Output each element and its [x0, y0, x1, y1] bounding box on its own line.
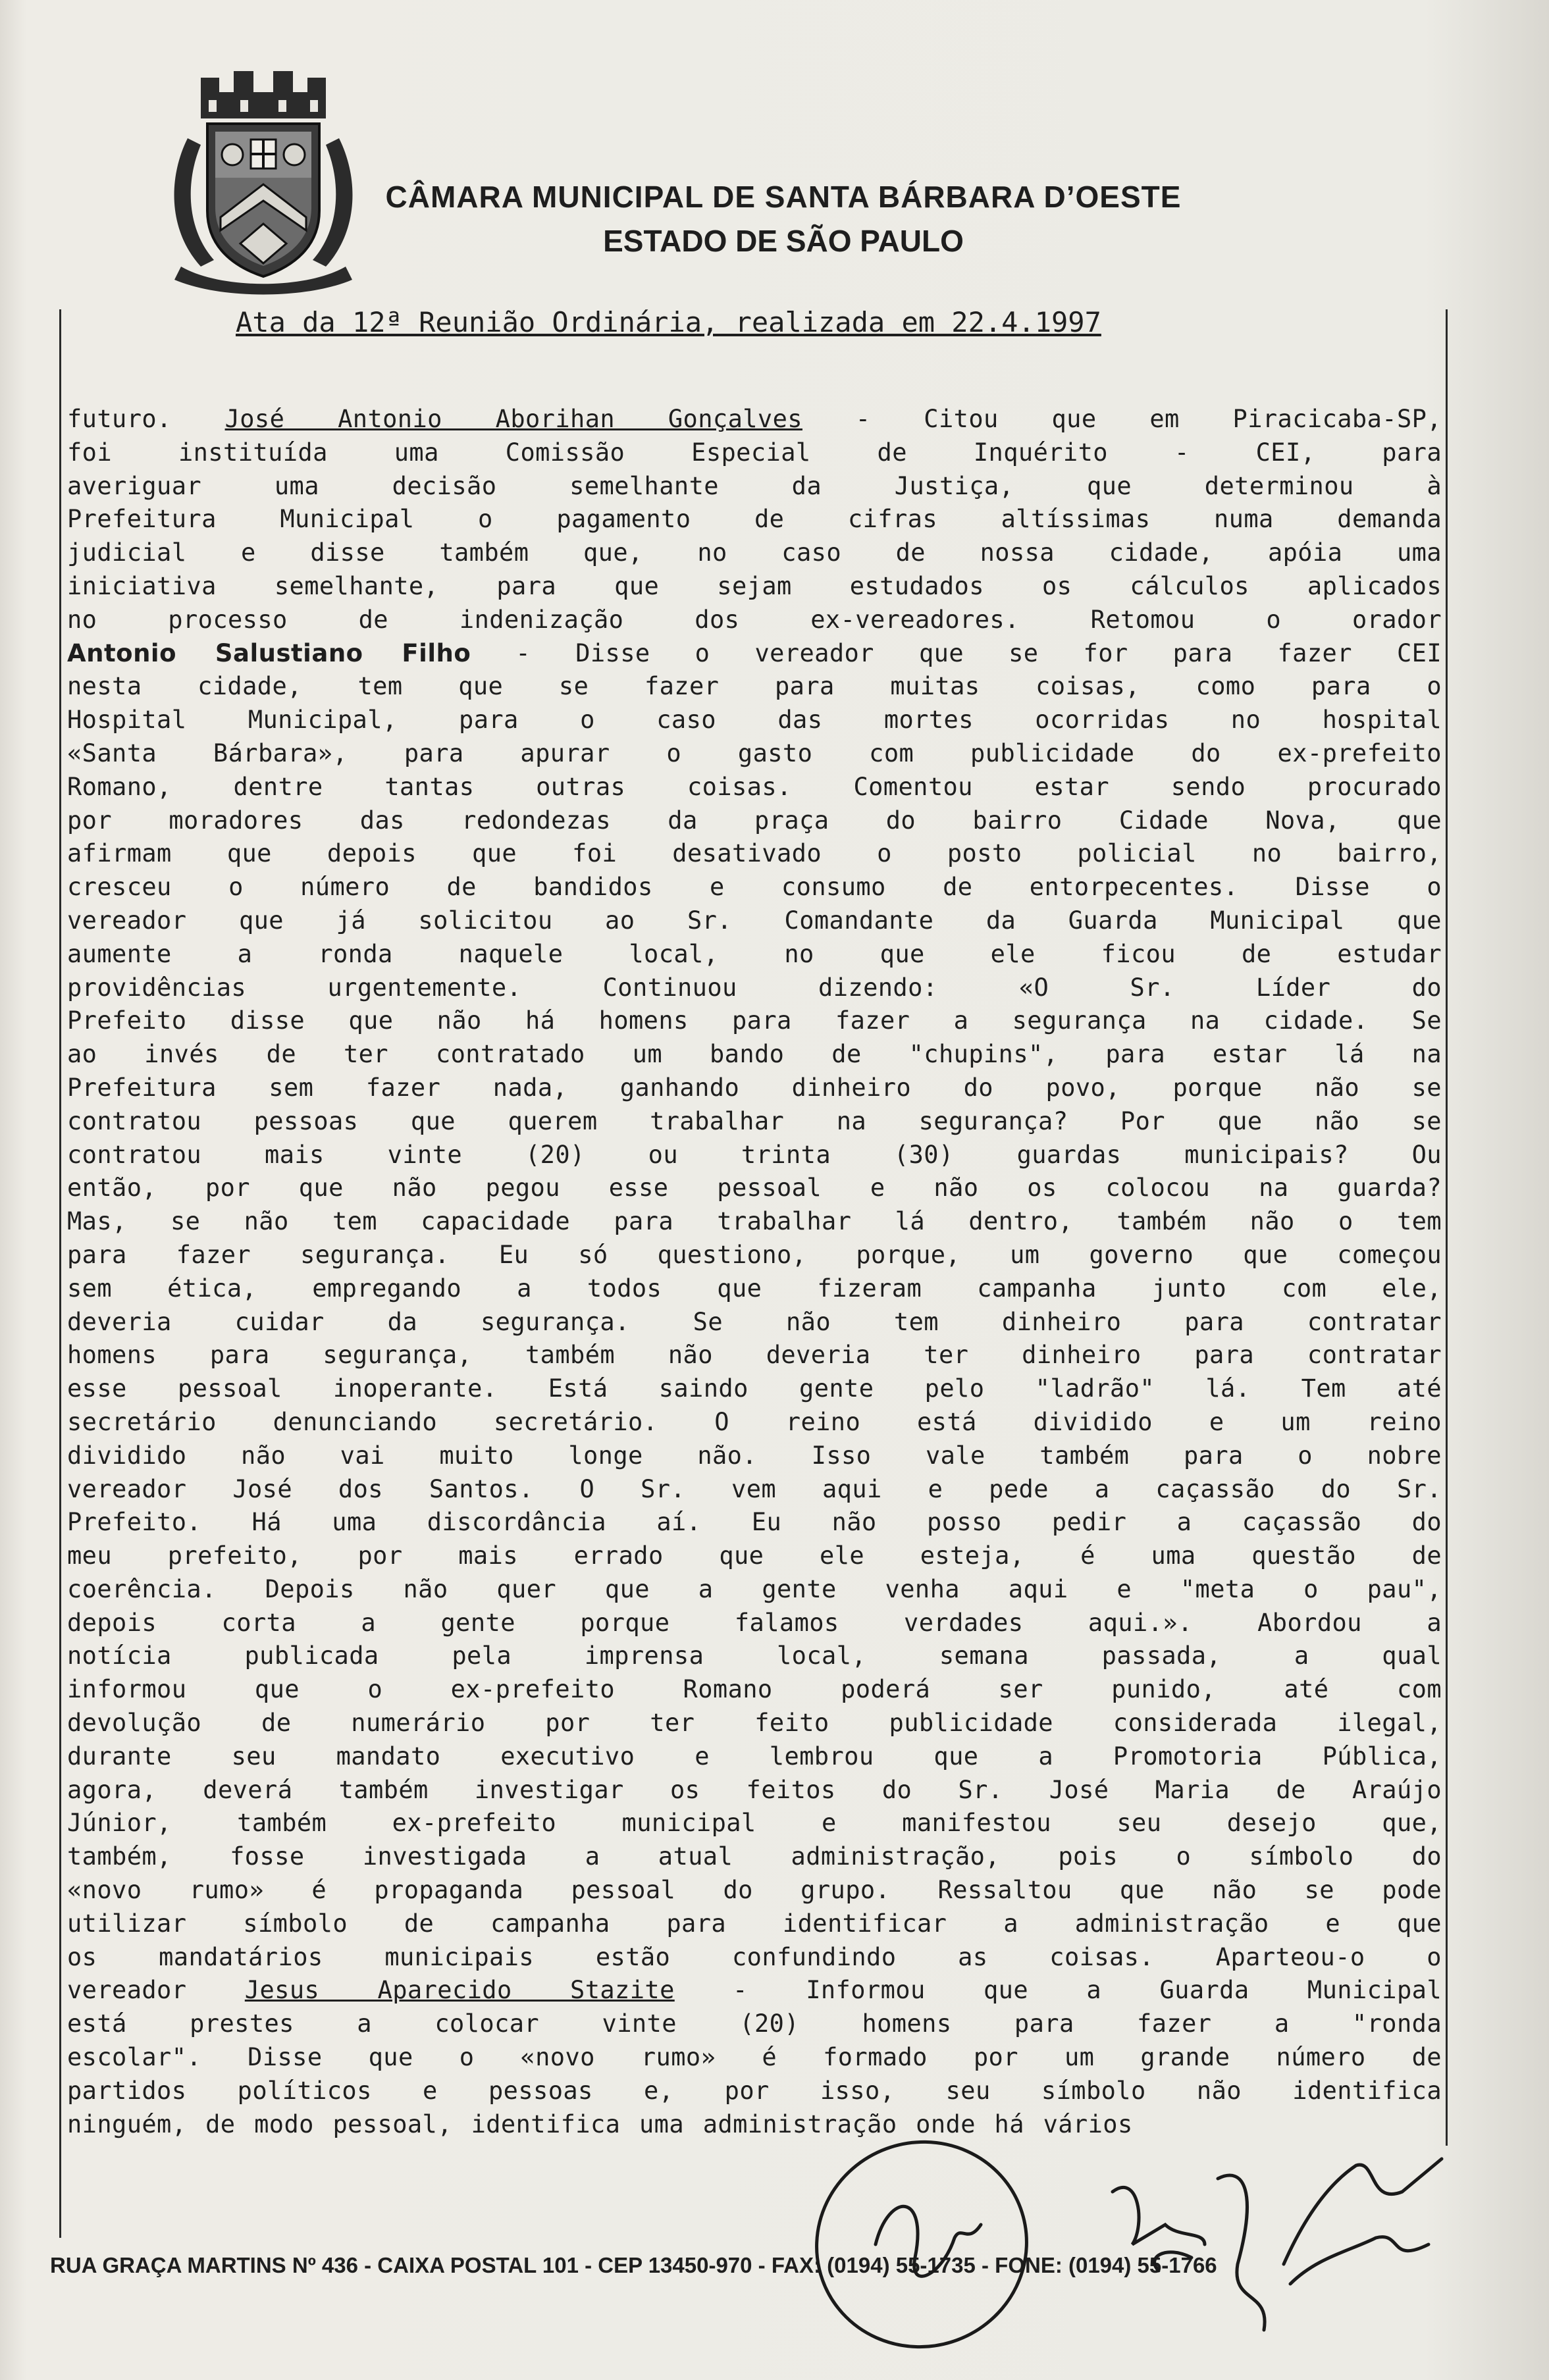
text-segment: - Informou que a Guarda Municipal	[674, 1976, 1442, 2005]
text-line: depois corta a gente porque falamos verdades aqui.». Abordou a	[67, 1608, 1442, 1637]
text-line: vereador José dos Santos. O Sr. vem aqui e pede a caçassão do Sr.	[67, 1474, 1442, 1503]
text-line: agora, deverá também investigar os feitos do Sr. José Maria de Araújo	[67, 1775, 1442, 1804]
text-line: devolução de numerário por ter feito publicidade considerada ilegal,	[67, 1709, 1442, 1738]
coat-of-arms-logo	[161, 66, 365, 296]
text-line: aumente a ronda naquele local, no que ele ficou de estudar	[67, 939, 1442, 968]
speaker-name: Jesus Aparecido Stazite	[244, 1976, 675, 2005]
text-line: contratou mais vinte (20) ou trinta (30) guardas municipais? Ou	[67, 1140, 1442, 1169]
text-line: utilizar símbolo de campanha para identificar a administração e que	[67, 1909, 1442, 1938]
text-line	[67, 637, 1442, 671]
text-line: notícia publicada pela imprensa local, semana passada, a qual	[67, 1642, 1442, 1670]
text-line: esse pessoal inoperante. Está saindo gente pelo "ladrão" lá. Tem até	[67, 1374, 1442, 1403]
text-line: vereador que já solicitou ao Sr. Comandante da Guarda Municipal que	[67, 906, 1442, 935]
text-line: Prefeitura sem fazer nada, ganhando dinheiro do povo, porque não se	[67, 1073, 1442, 1102]
handwritten-signatures	[744, 2093, 1534, 2369]
text-line: Júnior, também ex-prefeito municipal e manifestou seu desejo que,	[67, 1809, 1442, 1838]
text-line: iniciativa semelhante, para que sejam estudados os cálculos aplicados	[67, 571, 1442, 600]
text-line: foi instituída uma Comissão Especial de Inquérito - CEI, para	[67, 438, 1442, 467]
text-line: para fazer segurança. Eu só questiono, porque, um governo que começou	[67, 1240, 1442, 1269]
text-line: também, fosse investigada a atual administração, pois o símbolo do	[67, 1842, 1442, 1871]
text-segment: - Disse o vereador que se for para fazer CEI	[471, 638, 1442, 667]
text-line: secretário denunciando secretário. O reino está dividido e um reino	[67, 1407, 1442, 1436]
text-line: escolar". Disse que o «novo rumo» é formado por um grande número de	[67, 2043, 1442, 2072]
text-line: coerência. Depois não quer que a gente venha aqui e "meta o pau",	[67, 1574, 1442, 1603]
text-line: informou que o ex-prefeito Romano poderá ser punido, até com	[67, 1675, 1442, 1704]
text-line: providências urgentemente. Continuou dizendo: «O Sr. Líder do	[67, 973, 1442, 1002]
state-name: ESTADO DE SÃO PAULO	[603, 224, 964, 258]
text-line	[67, 1974, 1442, 2007]
text-line: nesta cidade, tem que se fazer para muitas coisas, como para o	[67, 672, 1442, 701]
text-line	[67, 403, 1442, 436]
text-line: deveria cuidar da segurança. Se não tem dinheiro para contratar	[67, 1307, 1442, 1336]
text-line: dividido não vai muito longe não. Isso vale também para o nobre	[67, 1441, 1442, 1470]
text-line: Romano, dentre tantas outras coisas. Comentou estar sendo procurado	[67, 772, 1442, 801]
text-line: partidos políticos e pessoas e, por isso, seu símbolo não identifica	[67, 2076, 1442, 2105]
text-line: no processo de indenização dos ex-vereadores. Retomou o orador	[67, 605, 1442, 634]
minutes-title: Ata da 12ª Reunião Ordinária, realizada em 22.4.1997	[236, 306, 1101, 338]
text-line: ao invés de ter contratado um bando de "chupins", para estar lá na	[67, 1040, 1442, 1069]
text-line: Prefeito. Há uma discordância aí. Eu não posso pedir a caçassão do	[67, 1508, 1442, 1537]
text-line: Prefeito disse que não há homens para fazer a segurança na cidade. Se	[67, 1006, 1442, 1035]
text-line: «novo rumo» é propaganda pessoal do grupo. Ressaltou que não se pode	[67, 1876, 1442, 1905]
text-line: contratou pessoas que querem trabalhar na segurança? Por que não se	[67, 1106, 1442, 1135]
text-line: judicial e disse também que, no caso de nossa cidade, apóia uma	[67, 538, 1442, 567]
text-line: cresceu o número de bandidos e consumo de entorpecentes. Disse o	[67, 873, 1442, 902]
text-line: durante seu mandato executivo e lembrou que a Promotoria Pública,	[67, 1742, 1442, 1771]
text-line: sem ética, empregando a todos que fizeram campanha junto com ele,	[67, 1274, 1442, 1303]
speaker-name: Antonio Salustiano Filho	[67, 638, 471, 667]
institution-name: CÂMARA MUNICIPAL DE SANTA BÁRBARA D’OESTE	[385, 180, 1182, 214]
text-line: por moradores das redondezas da praça do bairro Cidade Nova, que	[67, 806, 1442, 835]
text-line: «Santa Bárbara», para apurar o gasto com publicidade do ex-prefeito	[67, 738, 1442, 767]
text-line: meu prefeito, por mais errado que ele esteja, é uma questão de	[67, 1541, 1442, 1570]
text-segment: futuro.	[67, 405, 225, 433]
text-segment: - Citou que em Piracicaba-SP,	[802, 405, 1442, 433]
text-line: afirmam que depois que foi desativado o posto policial no bairro,	[67, 839, 1442, 868]
text-line: ninguém, de modo pessoal, identifica uma administração onde há vários	[67, 2109, 1133, 2138]
text-line: averiguar uma decisão semelhante da Justiça, que determinou à	[67, 471, 1442, 500]
text-line: Prefeitura Municipal o pagamento de cifras altíssimas numa demanda	[67, 505, 1442, 534]
text-segment: vereador	[67, 1976, 245, 2005]
text-line: está prestes a colocar vinte (20) homens para fazer a "ronda	[67, 2009, 1442, 2038]
text-line: homens para segurança, também não deveria ter dinheiro para contratar	[67, 1341, 1442, 1370]
speaker-name: José Antonio Aborihan Gonçalves	[224, 405, 802, 433]
left-border-line	[59, 309, 61, 2238]
right-border-line	[1446, 309, 1448, 2146]
text-line: os mandatários municipais estão confundindo as coisas. Aparteou-o o	[67, 1942, 1442, 1971]
minutes-body	[67, 403, 1442, 2141]
text-line: Hospital Municipal, para o caso das mortes ocorridas no hospital	[67, 706, 1442, 735]
footer-address: RUA GRAÇA MARTINS Nº 436 - CAIXA POSTAL 101 - CEP 13450-970 - FAX: (0194) 55-1735 - FONE: (0194) 55-1766	[50, 2253, 1217, 2277]
text-line: Mas, se não tem capacidade para trabalhar lá dentro, também não o tem	[67, 1207, 1442, 1236]
text-line: então, por que não pegou esse pessoal e não os colocou na guarda?	[67, 1174, 1442, 1203]
